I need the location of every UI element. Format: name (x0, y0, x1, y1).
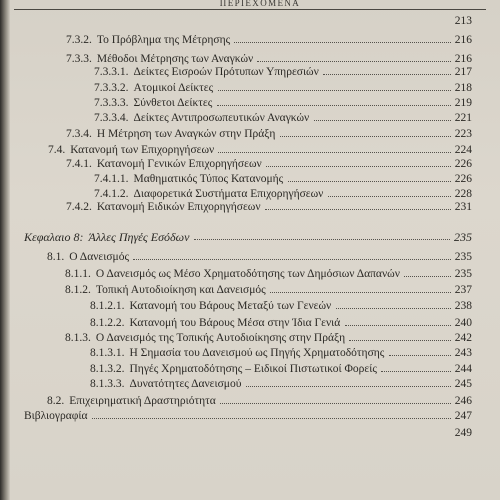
toc-entry (94, 65, 472, 79)
entry-page-number: 216 (454, 53, 472, 65)
toc-entry (65, 331, 472, 345)
entry-page-number: 242 (454, 332, 472, 344)
entry-page-number: 247 (454, 410, 472, 422)
entry-number: 7.4.1.1. (94, 173, 129, 185)
entry-title: Άλλες Πηγές Εσόδων (88, 230, 190, 244)
entry-number: 7.3.3.3. (94, 97, 129, 109)
entry-number: 7.4. (48, 144, 66, 156)
entry-number: 7.3.3.4. (94, 112, 129, 124)
entry-number: 8.1.3. (65, 332, 91, 344)
toc-entry (66, 157, 472, 171)
toc-entry (94, 96, 472, 110)
entry-title: Δείκτες Εισροών Πρότυπων Υπηρεσιών (133, 66, 319, 78)
dot-leader (234, 42, 451, 43)
toc-entry (66, 33, 472, 47)
dot-leader (257, 61, 451, 62)
entry-number: 8.1.3.2. (90, 363, 125, 375)
entry-number: 7.3.4. (66, 128, 92, 140)
entry-number: 7.3.2. (66, 34, 92, 46)
toc-entry (24, 409, 472, 423)
entry-title: Το Πρόβλημα της Μέτρησης (96, 34, 231, 46)
entry-title: Βιβλιογραφία (24, 410, 88, 422)
toc-entry (90, 316, 472, 330)
entry-title: Κατανομή Γενικών Επιχορηγήσεων (96, 158, 262, 170)
dot-leader (336, 308, 451, 309)
header-title: ΠΕΡΙΕΧΟΜΕΝΑ (219, 0, 301, 8)
entry-page-number: 219 (454, 97, 472, 109)
dot-leader (92, 418, 451, 419)
dot-leader (404, 276, 451, 277)
dot-leader (217, 105, 451, 106)
entry-page-number: 240 (454, 317, 472, 329)
entry-title: Δυνατότητες Δανεισμού (129, 378, 242, 390)
entry-page-number: 231 (454, 201, 472, 213)
dot-leader (218, 90, 451, 91)
entry-title: Ο Δανεισμός (69, 251, 130, 263)
entry-page-number: 235 (454, 230, 472, 244)
entry-number: Κεφαλαιο 8: (24, 230, 84, 244)
entry-title: Τοπική Αυτοδιοίκηση και Δανεισμός (95, 284, 266, 296)
toc-entry (66, 127, 472, 141)
dot-leader (133, 259, 451, 260)
entry-number: 7.4.1.2. (94, 188, 129, 200)
dot-leader (218, 152, 451, 153)
entry-number: 8.1.2.1. (90, 300, 125, 312)
entry-number: 7.4.2. (66, 201, 92, 213)
page-gutter (0, 0, 10, 500)
dot-leader (345, 325, 451, 326)
toc-entry (66, 52, 472, 66)
toc-entry (90, 362, 472, 376)
entry-title: Μαθηματικός Τύπος Κατανομής (133, 173, 284, 185)
toc-entry (90, 346, 472, 360)
entry-title: Η Μέτρηση των Αναγκών στην Πράξη (96, 128, 276, 140)
entry-page-number: 217 (454, 66, 472, 78)
entry-title: Η Σημασία του Δανεισμού ως Πηγής Χρηματοδότησης (129, 347, 385, 359)
running-header (0, 0, 500, 8)
entry-page-number: 245 (454, 378, 472, 390)
toc-entry (48, 143, 472, 157)
entry-title: Ατομικοί Δείκτες (133, 82, 214, 94)
dot-leader (270, 292, 451, 293)
entry-title: Δείκτες Αντιπροσωπευτικών Αναγκών (133, 112, 310, 124)
entry-page-number: 244 (454, 363, 472, 375)
entry-number: 7.3.3. (66, 53, 92, 65)
dot-leader (280, 136, 451, 137)
dot-leader (194, 239, 450, 240)
entry-number: 8.1.1. (65, 268, 91, 280)
dot-leader (266, 166, 451, 167)
toc-entry (47, 394, 472, 408)
toc-entry (94, 111, 472, 125)
entry-number: 8.1.3.3. (90, 378, 125, 390)
toc-entry (14, 14, 472, 28)
entry-number: 8.1. (47, 251, 65, 263)
toc-entry (90, 377, 472, 391)
entry-page-number: 235 (454, 251, 472, 263)
entry-number: 8.1.3.1. (90, 347, 125, 359)
entry-page-number: 213 (454, 15, 472, 27)
entry-title: Κατανομή του Βάρους Μέσα στην Ίδια Γενιά (129, 317, 341, 329)
entry-number: 8.2. (47, 395, 65, 407)
entry-page-number: 243 (454, 347, 472, 359)
entry-number: 8.1.2. (65, 284, 91, 296)
entry-page-number: 238 (454, 300, 472, 312)
dot-leader (328, 196, 451, 197)
entry-title: Επιχειρηματική Δραστηριότητα (69, 395, 216, 407)
dot-leader (389, 355, 451, 356)
entry-title: Κατανομή Ειδικών Επιχορηγήσεων (96, 201, 261, 213)
dot-leader (349, 340, 451, 341)
entry-page-number: 235 (454, 268, 472, 280)
entry-page-number: 237 (454, 284, 472, 296)
entry-title: Πηγές Χρηματοδότησης – Ειδικοί Πιστωτικοί Φορείς (129, 363, 377, 375)
entry-page-number: 223 (454, 128, 472, 140)
dot-leader (323, 74, 451, 75)
entry-page-number: 216 (454, 34, 472, 46)
entry-title: Ο Δανεισμός ως Μέσο Χρηματοδότησης των Δημόσιων Δαπανών (95, 268, 400, 280)
entry-page-number: 246 (454, 395, 472, 407)
chapter-entry (24, 230, 472, 244)
entry-number: 7.4.1. (66, 158, 92, 170)
entry-page-number: 226 (454, 158, 472, 170)
dot-leader (265, 209, 451, 210)
dot-leader (288, 181, 451, 182)
entry-page-number: 228 (454, 188, 472, 200)
entry-number: 7.3.3.1. (94, 66, 129, 78)
entry-page-number: 221 (454, 112, 472, 124)
dot-leader (246, 386, 451, 387)
entry-title: Κατανομή των Επιχορηγήσεων (70, 144, 215, 156)
entry-title: Ο Δανεισμός της Τοπικής Αυτοδιοίκησης στην Πράξη (95, 332, 346, 344)
entry-title: Διαφορετικά Συστήματα Επιχορηγήσεων (133, 188, 324, 200)
entry-title: Κατανομή του Βάρους Μεταξύ των Γενεών (129, 300, 332, 312)
entry-number: 7.3.3.2. (94, 82, 129, 94)
toc-entry (66, 200, 472, 214)
entry-number: 8.1.2.2. (90, 317, 125, 329)
toc-entry (65, 267, 472, 281)
header-rule (14, 9, 486, 10)
toc-entry (94, 187, 472, 201)
dot-leader (381, 371, 451, 372)
entry-page-number: 218 (454, 82, 472, 94)
entry-title: Σύνθετοι Δείκτες (133, 97, 213, 109)
entry-title: Μέθοδοι Μέτρησης των Αναγκών (96, 53, 254, 65)
toc-entry (65, 283, 472, 297)
dot-leader (220, 403, 451, 404)
dot-leader (314, 120, 451, 121)
toc-entry (94, 172, 472, 186)
toc-entry (90, 299, 472, 313)
entry-page-number: 224 (454, 144, 472, 156)
toc-entry (47, 250, 472, 264)
trailing-page-number: 249 (454, 427, 472, 439)
toc-entry (94, 81, 472, 95)
entry-page-number: 226 (454, 173, 472, 185)
